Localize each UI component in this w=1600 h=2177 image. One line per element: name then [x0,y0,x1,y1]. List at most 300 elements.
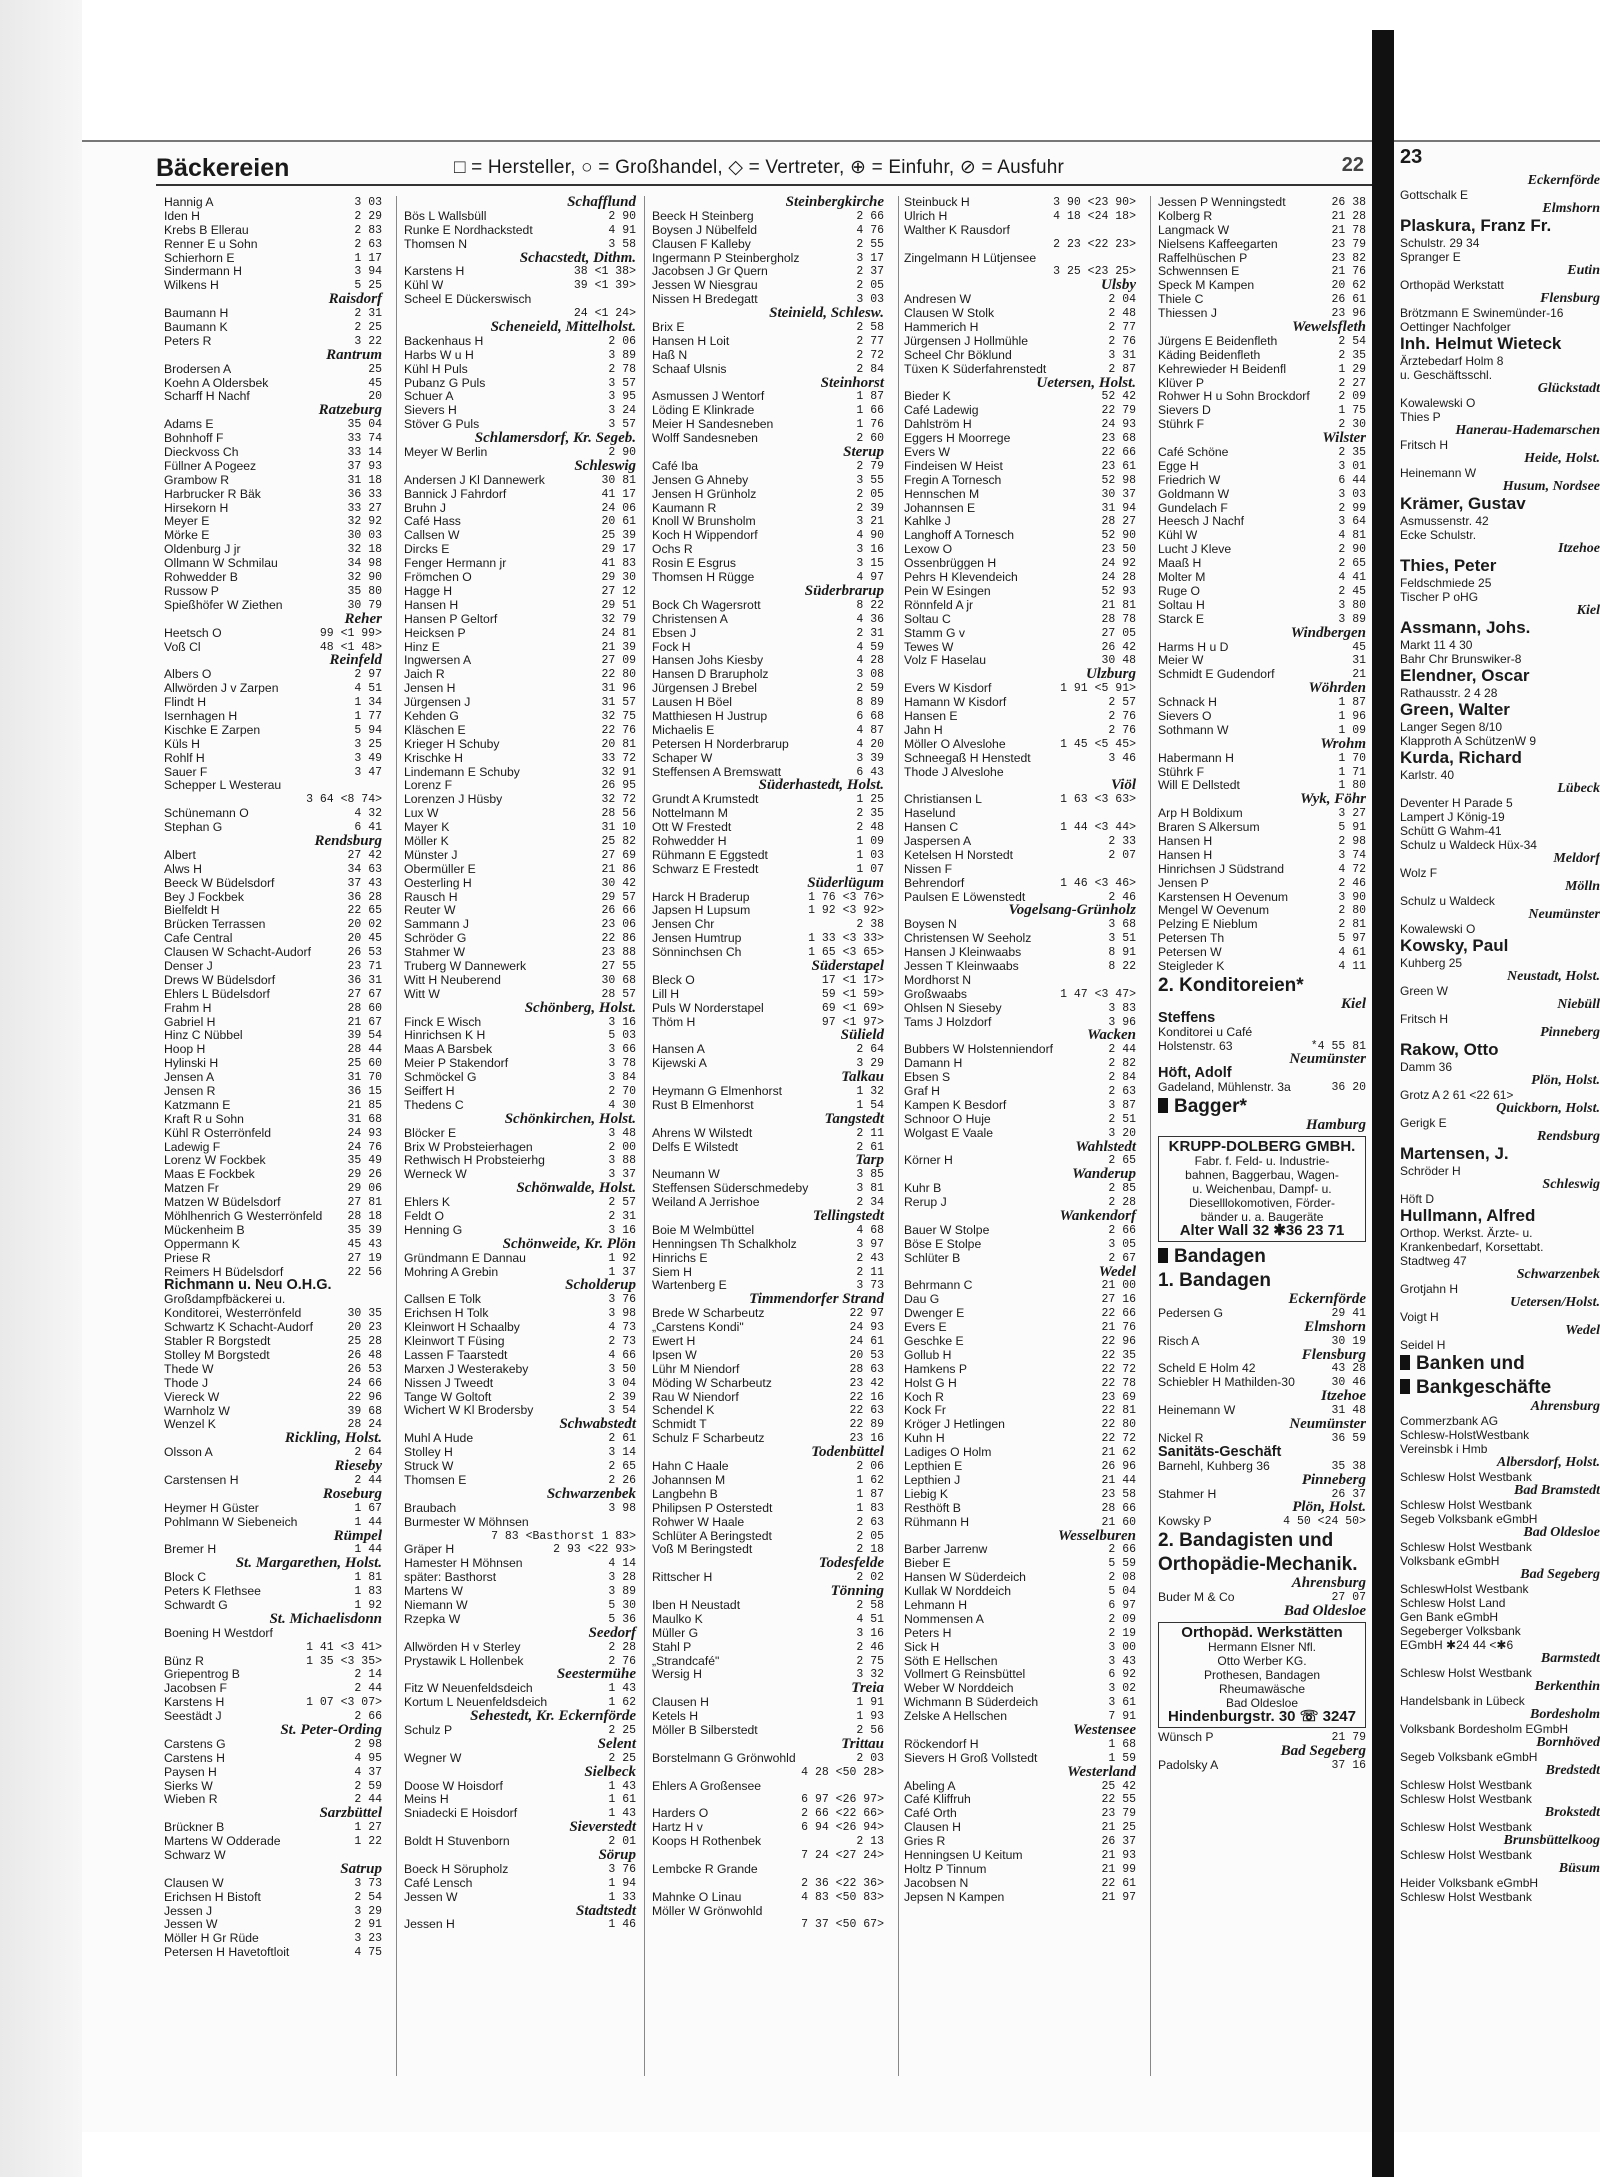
entry-phone: 2 31 [354,307,382,321]
town-heading: Bad Oldesloe [1283,1602,1366,1619]
entry-name: Matthiesen H Justrup [652,709,768,723]
list-item: Feldschmiede 25 [1400,576,1492,590]
entry-phone: 2 45 [1338,584,1366,598]
list-item [652,1696,884,1710]
entry-name: Drews W Büdelsdorf [164,973,276,987]
list-item [904,877,1136,891]
list-item [1158,710,1366,724]
entry-name: Will E Dellstedt [1158,779,1240,793]
entry-phone: 2 09 [1108,1612,1136,1626]
section-heading-text: 1. Bandagen [1158,1270,1271,1292]
entry-phone: 32 75 [601,709,636,723]
entry-name: Schulz F Scharbeutz [652,1432,765,1446]
entry-phone: 2 05 [856,279,884,293]
entry-phone: 34 98 [347,557,382,571]
entry-phone [632,1516,636,1530]
list-item: Gerigk E [1400,1116,1447,1130]
list-item [164,1821,382,1835]
entry-name: Möller B Silberstedt [652,1723,758,1737]
list-item [404,1085,636,1099]
list-item [404,1154,636,1168]
town-heading: Brokstedt [1544,1805,1600,1820]
town-heading: Büsum [1558,1861,1600,1876]
list-item [652,1766,884,1780]
list-item: Orthopäd Werkstatt [1400,278,1504,292]
entry-phone: 7 37 <50 67> [801,1918,884,1932]
list-item [164,529,382,543]
list-item [164,1321,382,1335]
list-item [652,1266,884,1280]
entry-phone: 3 02 [1108,1682,1136,1696]
entry-name: Fock H [652,640,691,654]
entry-name: Findeisen W Heist [904,459,1003,473]
list-item [164,1335,382,1349]
entry-name: Großwaabs [904,987,967,1001]
list-item [904,946,1136,960]
entry-phone: 6 43 [856,765,884,779]
list-item [1158,557,1366,571]
entry-phone [1132,863,1136,877]
list-item [164,738,382,752]
entry-phone: 2 85 [1108,1182,1136,1196]
entry-name: Möller W Grönwohld [652,1904,763,1918]
entry-name: Lucht J Kleve [1158,543,1232,557]
entry-name: Jessen W Niesgrau [652,279,758,293]
list-item: u. Geschäftsschl. [1400,368,1493,382]
entry-phone: 1 92 <3 92> [808,904,884,918]
list-item [652,1252,884,1266]
entry-name: Hammerich H [904,321,979,335]
entry-name: Matzen Fr [164,1182,219,1196]
entry-name: Evers W Kisdorf [904,682,992,696]
featured-entry: Assmann, Johs. [1400,618,1531,637]
entry-phone: 3 98 [608,1307,636,1321]
entry-name: Viereck W [164,1390,220,1404]
entry-name: Ingermann P Steinbergholz [652,251,800,265]
entry-phone: 41 17 [601,487,636,501]
list-item [164,668,382,682]
entry-phone [1132,807,1136,821]
entry-name: Stöver G Puls [404,418,480,432]
entry-phone: 28 18 [347,1210,382,1224]
list-item [904,1238,1136,1252]
entry-phone: 2 64 [354,1446,382,1460]
entry-phone: 30 46 [1331,1376,1366,1390]
list-item [652,1668,884,1682]
entry-name: Bock Ch Wagersrott [652,598,761,612]
entry-name: Sick H [904,1640,940,1654]
town-heading: Tangstedt [824,1110,884,1127]
list-item [904,488,1136,502]
entry-name: Habermann H [1158,751,1234,765]
entry-phone: 22 89 [849,1418,884,1432]
entry-phone: 39 54 [347,1029,382,1043]
list-item [164,904,382,918]
entry-phone: 30 19 [1331,1334,1366,1348]
list-item [404,738,636,752]
entry-name [652,1766,797,1780]
entry-name: Kleinwort H Schaalby [404,1321,520,1335]
entry-name: Zelske A Hellschen [904,1710,1007,1724]
entry-name: Brücken Terrassen [164,918,266,932]
entry-name: Jensen H [404,682,456,696]
entry-name: Café Lensch [404,1876,473,1890]
town-heading: Bordesholm [1529,1707,1600,1722]
list-item [904,210,1136,224]
featured-entry: Inh. Helmut Wieteck [1400,334,1562,353]
town-heading: Ratzeburg [318,402,382,419]
list-item [652,474,884,488]
list-item: Kowalewski O [1400,396,1476,410]
entry-name: Martens W Odderade [164,1835,281,1849]
entry-phone: 27 12 [601,584,636,598]
entry-name: Kuhr B [904,1182,942,1196]
list-item [652,1460,884,1474]
town-heading: Schleswig [574,457,636,474]
list-item [164,1113,382,1127]
list-item [652,835,884,849]
entry-phone: 3 46 [1108,751,1136,765]
entry-name: Flindt H [164,696,206,710]
entry-phone: 3 22 [354,334,382,348]
list-item: Segeberger Volksbank [1400,1624,1521,1638]
list-item [652,1877,884,1891]
list-item [404,1460,636,1474]
town-heading: Sarzbüttel [319,1805,382,1822]
list-item [404,1391,636,1405]
list-item [1158,946,1366,960]
entry-name: Schmidt E Gudendorf [1158,668,1275,682]
entry-phone: 21 93 [1101,1848,1136,1862]
town-heading: Wedel [1098,1263,1136,1280]
entry-name: Schulz P [404,1723,453,1737]
list-item [404,363,636,377]
list-item: Höft D [1400,1192,1435,1206]
town-heading: Schafflund [567,194,636,210]
advertisement-box [1158,1622,1366,1728]
town-heading: Schönwalde, Holst. [516,1180,636,1197]
entry-name [164,1641,302,1655]
list-item: Volksbank eGmbH [1400,1554,1500,1568]
entry-name: Gründmann E Dannau [404,1251,526,1265]
entry-name: Andresen W [904,293,972,307]
entry-phone: 27 55 [601,959,636,973]
list-item [404,1196,636,1210]
list-item [904,821,1136,835]
entry-phone: 8 22 [1108,959,1136,973]
entry-phone: 3 57 [608,376,636,390]
list-item [164,571,382,585]
entry-phone [880,1863,884,1877]
entry-phone: 22 96 [347,1390,382,1404]
entry-name: Müller G [652,1626,699,1640]
entry-phone: 24 93 [849,1321,884,1335]
list-item [904,585,1136,599]
town-heading: Wankendorf [1059,1208,1136,1225]
list-item [404,668,636,682]
town-heading: Wöhrden [1308,680,1366,697]
entry-phone: 23 82 [1331,251,1366,265]
town-heading: Sehestedt, Kr. Eckernförde [470,1708,636,1725]
entry-name: Gries R [904,1835,946,1849]
list-item [652,1502,884,1516]
entry-name: Schwarz E Frestedt [652,862,759,876]
entry-phone: 2 66 [354,1710,382,1724]
entry-name: Thomsen N [404,237,467,251]
entry-name: Prystawik L Hollenbek [404,1654,524,1668]
entry-phone: 20 23 [347,1321,382,1335]
section-heading [1400,1376,1600,1400]
list-item: Kuhberg 25 [1400,956,1463,970]
entry-phone: 45 [1352,640,1366,654]
list-item [904,1543,1136,1557]
entry-phone: 97 <1 97> [821,1015,884,1029]
entry-name: Pedersen G [1158,1306,1224,1320]
entry-phone: 4 28 [856,654,884,668]
entry-phone: 2 00 [608,1140,636,1154]
entry-phone: 1 54 [856,1098,884,1112]
entry-phone: 28 44 [347,1043,382,1057]
list-item [404,891,636,905]
entry-phone: 1 03 [856,848,884,862]
entry-phone: 31 [1352,654,1366,668]
list-item [404,960,636,974]
entry-name: Meier H Sandesneben [652,418,774,432]
list-item [904,1099,1136,1113]
entry-phone: 32 91 [601,765,636,779]
entry-name: Voß M Beringstedt [652,1543,753,1557]
entry-name: Stührk F [1158,765,1205,779]
entry-phone: 26 37 [1331,1487,1366,1501]
list-item: EGmbH ✱24 44 <✱6 [1400,1638,1514,1652]
entry-name: Holstenstr. 63 [1158,1039,1233,1053]
list-item [404,1141,636,1155]
entry-phone: 2 43 [856,1251,884,1265]
entry-phone: 1 91 <5 91> [1060,682,1136,696]
entry-phone: 22 78 [1101,1376,1136,1390]
list-item [404,1793,636,1807]
entry-name: Stephan G [164,821,223,835]
entry-name: Haß N [652,348,688,362]
entry-phone: 20 61 [601,515,636,529]
list-item [652,1363,884,1377]
entry-phone [1132,974,1136,988]
entry-phone: 22 81 [1101,1404,1136,1418]
entry-name: Bieder K [904,390,951,404]
entry-phone: 2 56 [856,1723,884,1737]
list-item [1158,1026,1366,1040]
entry-name: Denser J [164,959,213,973]
entry-phone: 24 81 [601,626,636,640]
section-heading [1158,1529,1366,1553]
entry-phone: 3 05 [1108,1237,1136,1251]
list-item [652,1321,884,1335]
entry-phone: 32 79 [601,612,636,626]
town-heading: Bad Segeberg [1520,1567,1600,1582]
ad-line: u. Weichenbau, Dampf- u. [1192,1182,1332,1197]
entry-phone: 2 13 [856,1835,884,1849]
list-item [652,974,884,988]
entry-phone: 26 95 [601,779,636,793]
entry-name: Barnehl, Kuhberg 36 [1158,1459,1270,1473]
town-heading: Wilster [1322,430,1366,447]
list-item [164,1099,382,1113]
entry-name: Jaspersen A [904,834,972,848]
entry-name: Resthöft B [904,1501,961,1515]
list-item [164,918,382,932]
entry-phone: 29 06 [347,1182,382,1196]
entry-phone: 3 58 [608,237,636,251]
entry-phone: 24 61 [849,1335,884,1349]
entry-name: Boie M Welmbüttel [652,1223,755,1237]
list-item: Schlesw Holst Westbank [1400,1778,1532,1792]
entry-name: Kraft R u Sohn [164,1112,244,1126]
entry-phone: 23 79 [1101,1807,1136,1821]
list-item [1158,349,1366,363]
entry-phone: 2 46 [1108,890,1136,904]
entry-name: Dwenger E [904,1307,965,1321]
list-item [904,1446,1136,1460]
town-heading: Süderstapel [811,957,884,974]
entry-name: Lassen F Taarstedt [404,1348,508,1362]
list-item [904,543,1136,557]
list-item [652,1641,884,1655]
entry-phone: 28 24 [347,1418,382,1432]
list-item [904,1613,1136,1627]
list-item [404,682,636,696]
list-item [164,1905,382,1919]
list-item [164,1835,382,1849]
town-heading: Scheneield, Mittelholst. [490,319,636,336]
entry-phone: 21 44 [1101,1473,1136,1487]
entry-name: Schröder G [404,932,467,946]
entry-name: Clausen H [904,1821,961,1835]
entry-name: Hinz C Nübbel [164,1029,243,1043]
entry-name: Lembcke R Grande [652,1862,758,1876]
right-page-column [1400,146,1600,1904]
entry-phone: 21 28 [1331,209,1366,223]
entry-phone: 27 42 [347,848,382,862]
entry-name: Käding Beidenfleth [1158,348,1261,362]
listing-column-5 [1158,196,1366,1773]
town-heading: Husum, Nordsee [1502,479,1600,494]
entry-phone: 23 69 [1101,1390,1136,1404]
entry-phone: 28 57 [601,987,636,1001]
entry-phone: 23 71 [347,959,382,973]
entry-name: Schlüter B [904,1251,961,1265]
town-heading: Sielbeck [584,1763,636,1780]
entry-phone: 4 73 [608,1321,636,1335]
entry-name: Hennschen M [904,487,980,501]
entry-name: Ebsen S [904,1071,951,1085]
town-heading: Wahlstedt [1075,1138,1136,1155]
list-item [404,571,636,585]
entry-phone: 3 48 [608,1126,636,1140]
entry-phone [378,1293,382,1307]
entry-name: Bey J Fockbek [164,890,244,904]
list-item [164,1293,382,1307]
list-item [904,293,1136,307]
entry-name: Baumann K [164,321,228,335]
list-item [652,1127,884,1141]
list-item [164,1349,382,1363]
entry-name: Weber W Norddeich [904,1682,1014,1696]
entry-phone: 20 62 [1331,279,1366,293]
list-item: Gen Bank eGmbH [1400,1610,1499,1624]
entry-phone: 1 09 [1338,723,1366,737]
entry-name: Ehlers A Großensee [652,1779,762,1793]
list-item [164,988,382,1002]
list-item [1158,252,1366,266]
entry-name: Molter M [1158,571,1206,585]
list-item [904,1627,1136,1641]
list-item: Schröder H [1400,1164,1461,1178]
entry-name: Clausen W Stolk [904,307,995,321]
entry-name: Backenhaus H [404,334,484,348]
entry-phone: 30 48 [1101,654,1136,668]
entry-phone: 2 48 [1108,307,1136,321]
entry-phone: 24 06 [601,501,636,515]
entry-name: Wenzel K [164,1418,216,1432]
list-item [1158,960,1366,974]
entry-phone: 3 16 [608,1015,636,1029]
entry-name: Hinrichsen K H [404,1029,486,1043]
entry-name: Schwarz W [164,1849,226,1862]
list-item [404,807,636,821]
list-item [164,1932,382,1946]
list-item: Krankenbedarf, Korsettabt. [1400,1240,1544,1254]
list-item [1158,1515,1366,1529]
list-item [652,238,884,252]
entry-phone: 1 44 [354,1515,382,1529]
entry-name: Ohlsen N Sieseby [904,1001,1002,1015]
entry-phone: 25 [368,362,382,376]
entry-phone: 2 98 [1338,834,1366,848]
entry-phone: 3 31 [1108,348,1136,362]
entry-phone: 1 62 [856,1473,884,1487]
list-item [164,1307,382,1321]
entry-phone: 69 <1 69> [821,1001,884,1015]
town-heading: Flensburg [1540,291,1600,306]
entry-name: Sievers O [1158,709,1212,723]
list-item [1158,877,1366,891]
list-item [652,515,884,529]
town-heading: Berkenthin [1534,1679,1600,1694]
entry-name: Kühl W [404,279,444,293]
entry-name: Burmester W Möhnsen [404,1515,529,1529]
town-heading: Satrup [340,1860,382,1877]
town-heading: Neumünster [1528,907,1600,922]
entry-phone: 2 11 [856,1126,884,1140]
entry-name: Jepsen N Kampen [904,1890,1005,1904]
list-item [904,1391,1136,1405]
list-item [652,988,884,1002]
ad-line: Dieselllokomotiven, Förder- [1188,1196,1336,1211]
list-item [904,682,1136,696]
entry-phone: 3 85 [856,1168,884,1182]
entry-name: Rohwer W Haale [652,1515,745,1529]
entry-phone [1362,1026,1366,1040]
entry-phone: 22 86 [601,932,636,946]
entry-phone: 1 59 [1108,1751,1136,1765]
entry-phone: 22 96 [1101,1335,1136,1349]
list-item: Rathausstr. 2 4 28 [1400,686,1498,700]
list-item [164,377,382,391]
entry-phone: 3 81 [856,1182,884,1196]
list-item [404,779,636,793]
featured-entry: Green, Walter [1400,700,1510,719]
list-item: Vereinsbk i Hmb [1400,1442,1488,1456]
